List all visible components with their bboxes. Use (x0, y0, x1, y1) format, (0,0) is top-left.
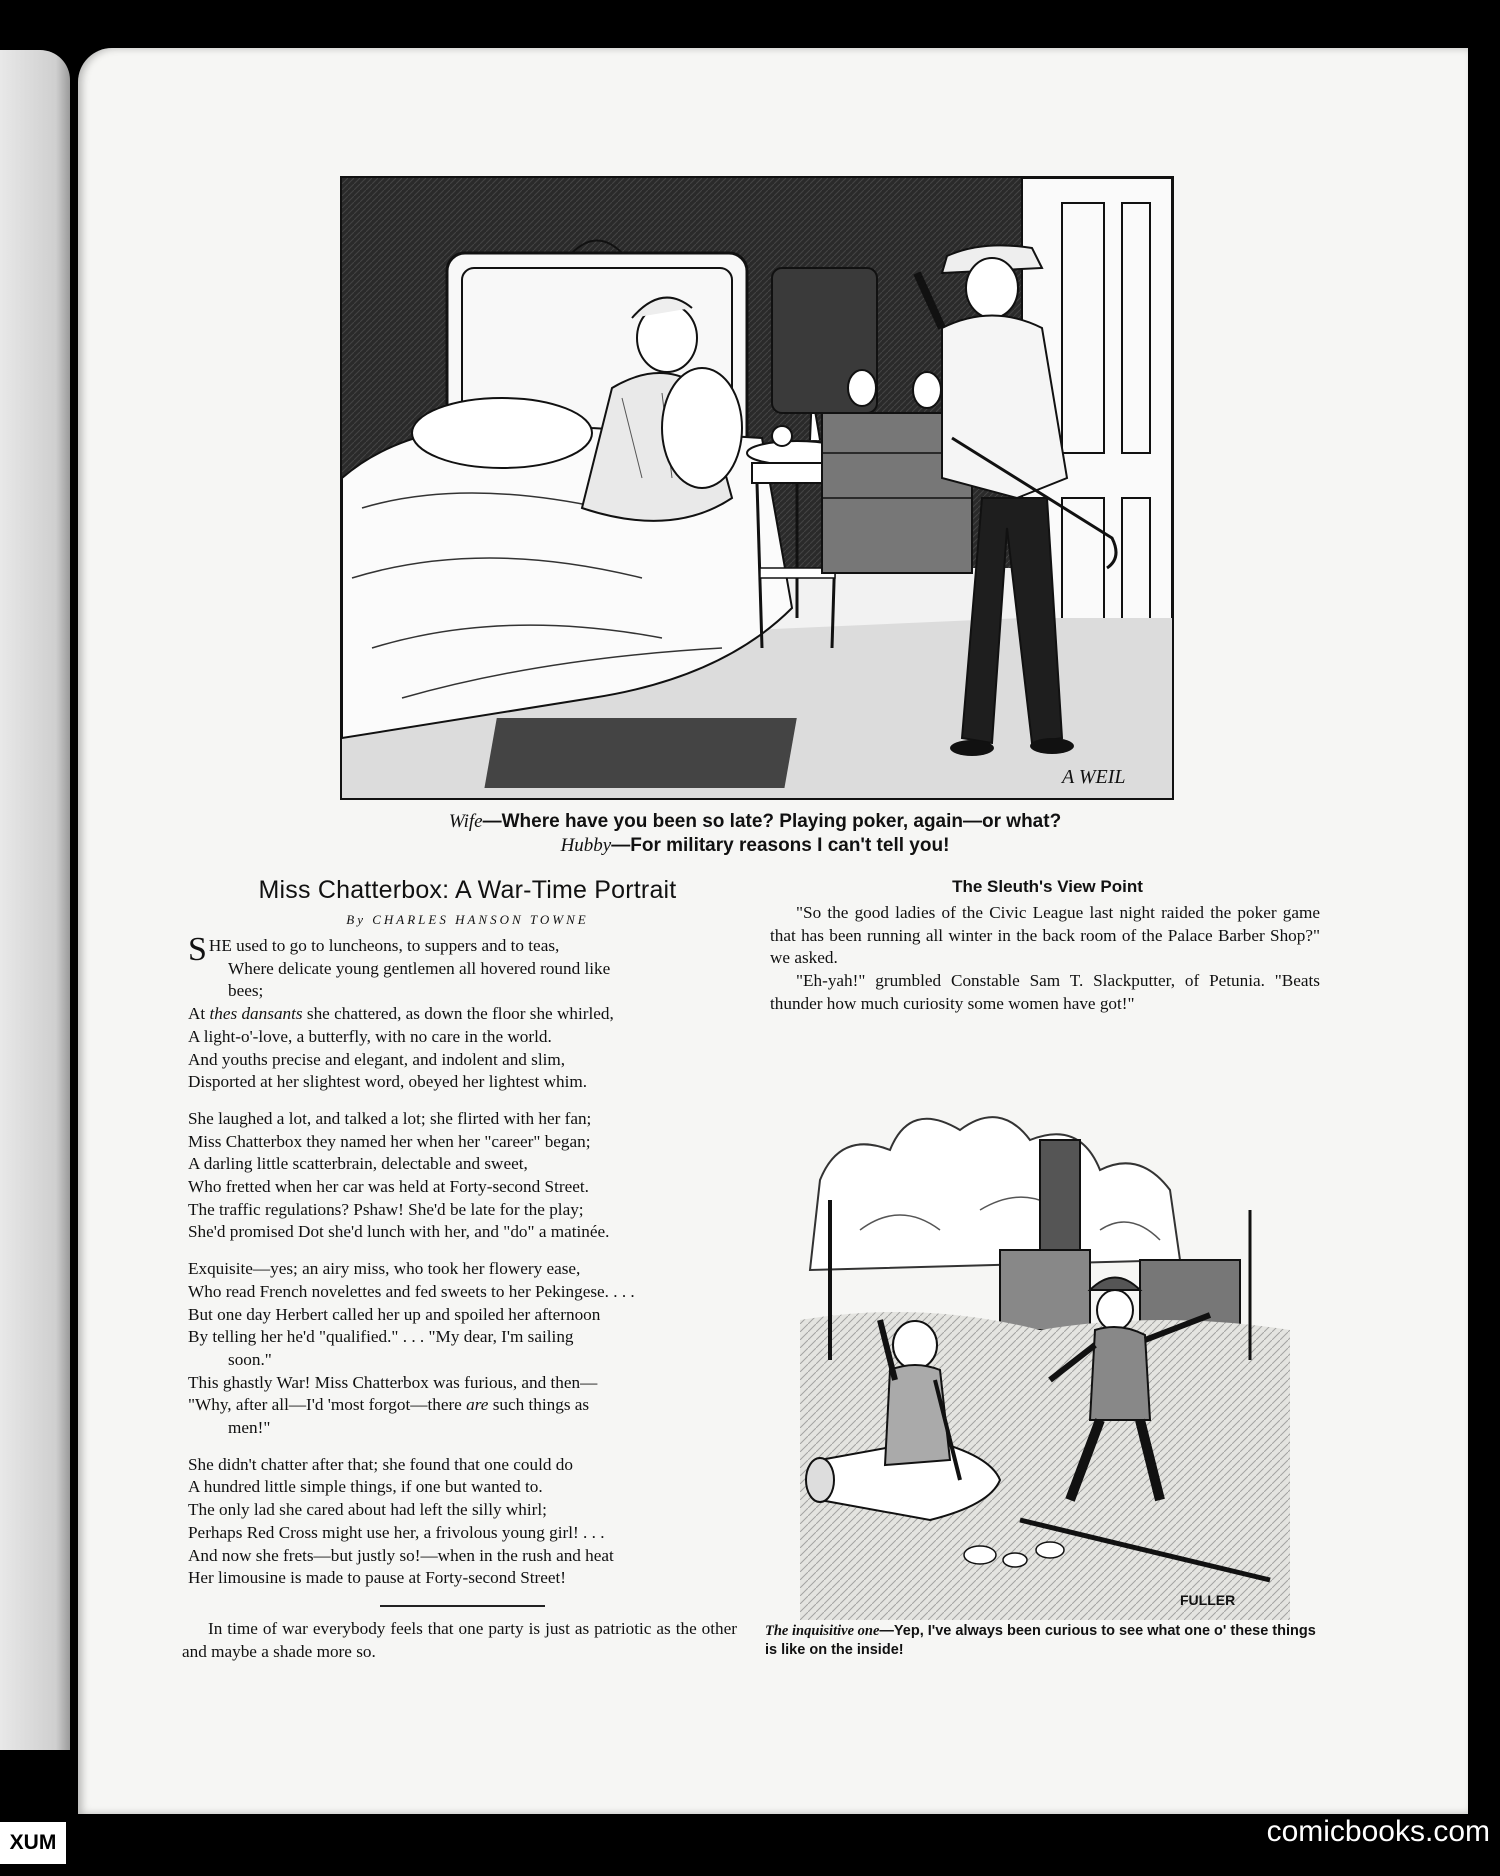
footer-note: In time of war everybody feels that one party is just as patriotic as the other and maybe a shade more so. (182, 1619, 737, 1661)
cartoon-caption-speaker: The inquisitive one (765, 1623, 880, 1639)
watermark-left: XUM (0, 1822, 66, 1864)
sleuth-title: The Sleuth's View Point (952, 877, 1143, 896)
caption-speaker-hubby: Hubby (560, 835, 612, 856)
illustration-signature: A WEIL (1062, 766, 1126, 788)
poem-italic-text: are (466, 1395, 489, 1415)
poem-line: men!" (228, 1418, 271, 1438)
poem-line: Miss Chatterbox they named her when her "career" began; (188, 1131, 591, 1151)
poem-line: And now she frets—but justly so!—when in the rush and heat (188, 1545, 614, 1565)
poem-line-text: HE used to go to luncheons, to suppers and to teas, (208, 936, 560, 955)
poem-title: Miss Chatterbox: A War-Time Portrait (258, 876, 677, 904)
poem-line: And youths precise and elegant, and indolent and slim, (188, 1049, 566, 1069)
poem-line (188, 1003, 743, 1026)
battlefield-cartoon-drawing (800, 1060, 1290, 1620)
poem-line-text: At (188, 1004, 210, 1024)
poem-line: A darling little scatterbrain, delectable and sweet, (188, 1154, 528, 1174)
poem-line: Who read French novelettes and fed sweets to her Pekingese. . . . (188, 1281, 635, 1301)
poem-line: Her limousine is made to pause at Forty-second Street! (188, 1568, 567, 1588)
caption-line-wife (340, 810, 1170, 834)
poem-line: By telling her he'd "qualified." . . . "My dear, I'm sailing (188, 1327, 574, 1347)
cartoon-caption (765, 1622, 1320, 1660)
poem-line: Exquisite—yes; an airy miss, who took her flowery ease, (188, 1259, 581, 1279)
poem-line-text: such things as (488, 1395, 590, 1415)
caption-text-wife: —Where have you been so late? Playing poker, again—or what? (482, 811, 1062, 832)
sleuth-body (770, 902, 1320, 1016)
left-page-edge (0, 50, 70, 1750)
poem-line: This ghastly War! Miss Chatterbox was furious, and then— (188, 1372, 598, 1392)
poem-body (188, 931, 743, 1604)
poem-italic-text: thes dansants (209, 1004, 303, 1024)
drop-cap: S (188, 931, 207, 968)
poem-line: The traffic regulations? Pshaw! She'd be late for the play; (188, 1199, 584, 1219)
poem-stanza-1 (188, 931, 743, 1094)
poem-byline: By CHARLES HANSON TOWNE (346, 912, 589, 927)
section-divider (380, 1605, 545, 1607)
poem-line: But one day Herbert called her up and spoiled her afternoon (188, 1304, 601, 1324)
caption-speaker-wife: Wife (448, 811, 483, 832)
poem-stanza-2 (188, 1108, 743, 1244)
poem-line: Who fretted when her car was held at Forty-second Street. (188, 1177, 589, 1197)
cartoon-signature: FULLER (1180, 1592, 1236, 1608)
poem-line-text: "Why, after all—I'd 'most forgot—there (188, 1395, 467, 1415)
poem-line: Disported at her slightest word, obeyed her lightest whim. (188, 1072, 588, 1092)
cartoon-caption-text: —Yep, I've always been curious to see what one o' these things is like on the inside! (765, 1623, 1316, 1658)
poem-line-text: she chattered, as down the floor she whirled, (302, 1004, 614, 1024)
poem-line: She didn't chatter after that; she found that one could do (188, 1454, 573, 1474)
sleuth-paragraph-2: "Eh-yah!" grumbled Constable Sam T. Slackputter, of Petunia. "Beats thunder how much curiosity some women have got!" (770, 971, 1320, 1013)
bedroom-illustration (340, 176, 1174, 800)
watermark-right: comicbooks.com (1266, 1815, 1490, 1848)
poem-line: bees; (228, 981, 264, 1001)
caption-line-hubby (340, 834, 1170, 858)
poem-line: A hundred little simple things, if one but wanted to. (188, 1477, 543, 1497)
illustration-caption (340, 810, 1170, 858)
poem-line (188, 1394, 743, 1417)
poem-line: The only lad she cared about had left the silly whirl; (188, 1500, 547, 1520)
poem-line: A light-o'-love, a butterfly, with no care in the world. (188, 1026, 552, 1046)
poem-line: She laughed a lot, and talked a lot; she flirted with her fan; (188, 1108, 592, 1128)
poem-stanza-4 (188, 1454, 743, 1590)
poem-stanza-3 (188, 1258, 743, 1440)
poem-line: She'd promised Dot she'd lunch with her, and "do" a matinée. (188, 1222, 610, 1242)
poem-line: Where delicate young gentlemen all hovered round like (228, 958, 611, 978)
bedroom-scene-drawing (342, 178, 1172, 798)
poem-line: soon." (228, 1349, 272, 1369)
poem-line: Perhaps Red Cross might use her, a frivolous young girl! . . . (188, 1522, 605, 1542)
caption-text-hubby: —For military reasons I can't tell you! (611, 835, 950, 856)
sleuth-paragraph-1: "So the good ladies of the Civic League last night raided the poker game that has been running all winter in the back room of the Palace Barber Shop?" we asked. (770, 903, 1320, 968)
soldier-cartoon (800, 1060, 1290, 1620)
